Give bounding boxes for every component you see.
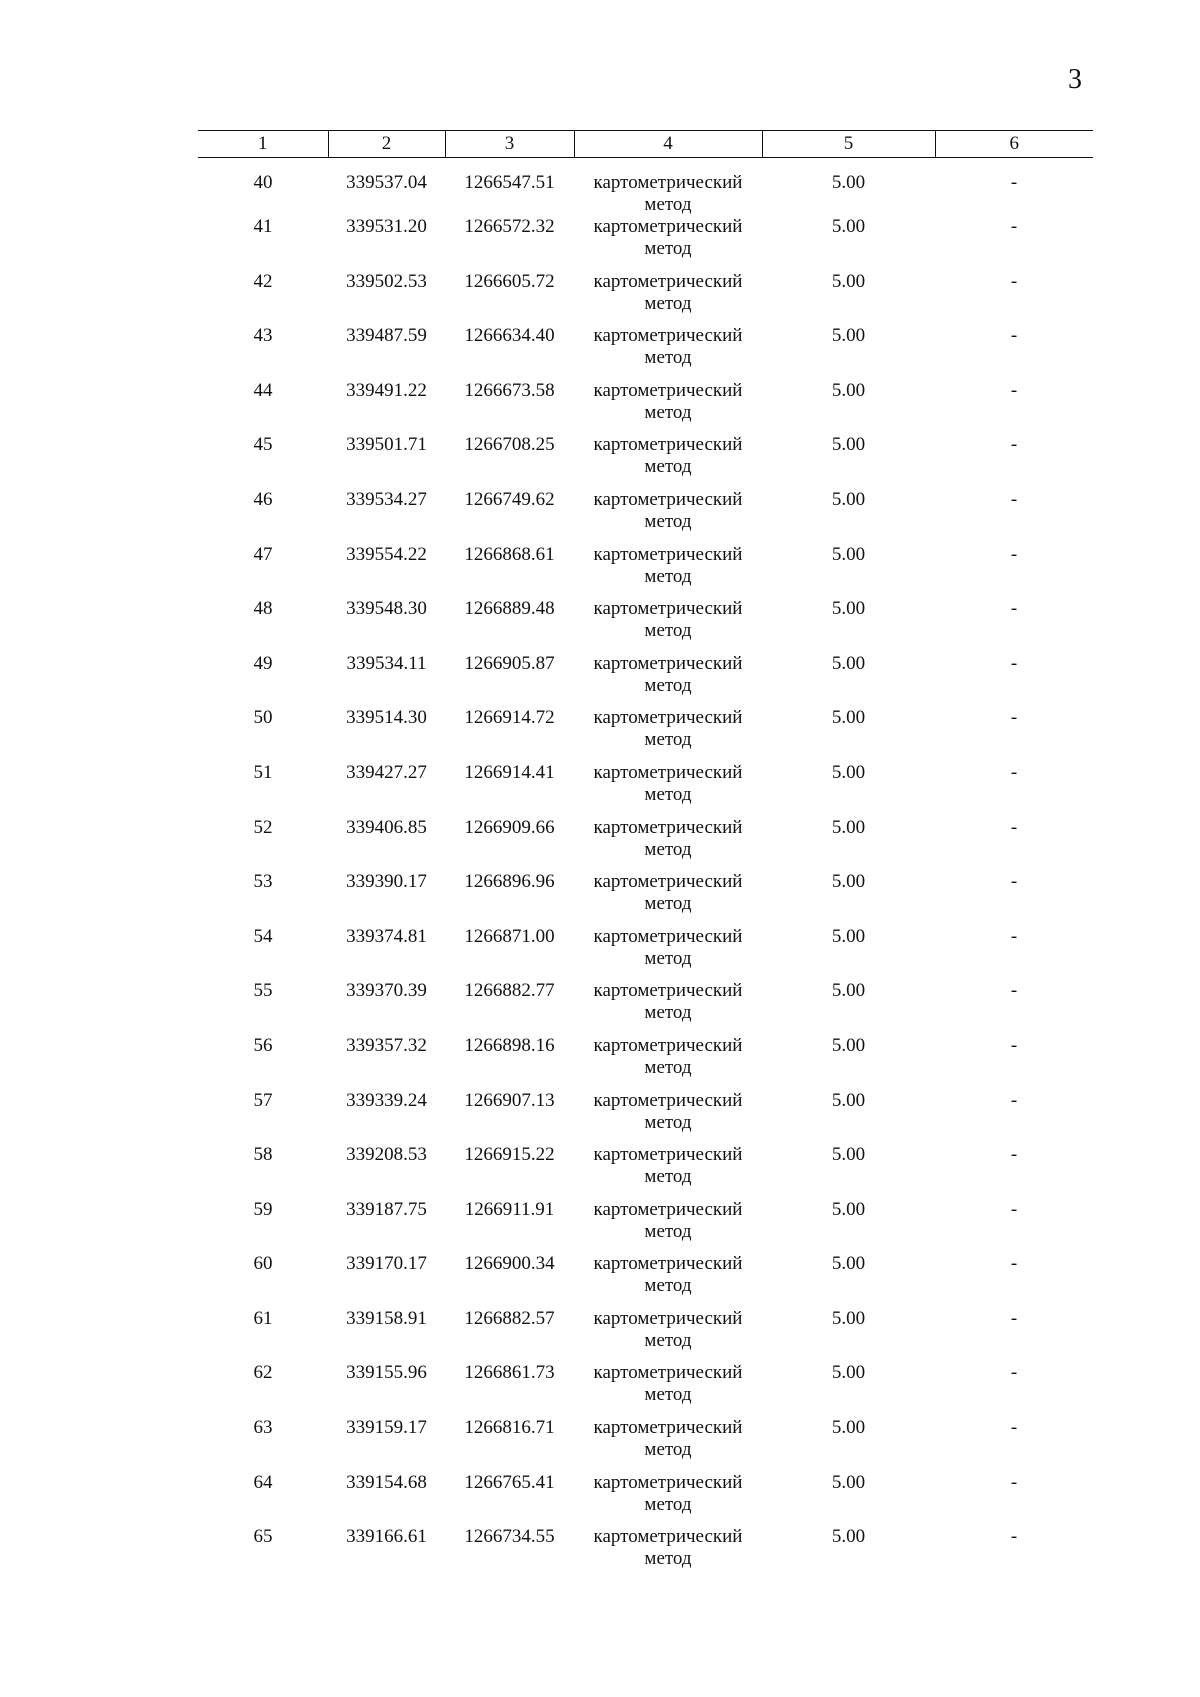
method-line-1: картометрический <box>593 1362 743 1384</box>
point-number: 45 <box>253 434 273 456</box>
coord-y: 1266765.41 <box>464 1471 555 1493</box>
description-value: - <box>1010 270 1018 292</box>
coordinates-table <box>198 130 1093 1581</box>
accuracy-value: 5.00 <box>831 379 866 401</box>
method-line-2: метод <box>644 194 692 215</box>
description-value: - <box>1010 1471 1018 1493</box>
header-col-1: 1 <box>198 131 328 158</box>
method-line-1: картометрический <box>593 325 743 347</box>
table-row <box>198 544 1093 599</box>
method-cell <box>574 271 762 326</box>
table-row <box>198 1526 1093 1581</box>
method-line-2: метод <box>644 347 692 369</box>
method-cell <box>574 489 762 544</box>
method-line-1: картометрический <box>593 1089 743 1111</box>
table-row <box>198 1362 1093 1417</box>
description-value: - <box>1010 325 1018 347</box>
point-number: 63 <box>253 1417 273 1439</box>
method-cell <box>574 762 762 817</box>
table-row <box>198 216 1093 271</box>
table-row <box>198 598 1093 653</box>
method-line-1: картометрический <box>593 707 743 729</box>
coord-x: 339390.17 <box>346 871 427 893</box>
description-value: - <box>1010 598 1018 620</box>
coord-x: 339374.81 <box>346 925 427 947</box>
coord-y: 1266900.34 <box>464 1253 555 1275</box>
point-number: 51 <box>253 761 273 783</box>
header-col-4: 4 <box>574 131 762 158</box>
method-line-1: картометрический <box>593 216 743 237</box>
coord-x: 339170.17 <box>346 1253 427 1275</box>
table-row <box>198 1144 1093 1199</box>
description-value: - <box>1010 652 1018 674</box>
coord-x: 339155.96 <box>346 1362 427 1384</box>
method-line-2: метод <box>644 1002 692 1024</box>
method-line-2: метод <box>644 1384 692 1406</box>
coord-x: 339187.75 <box>346 1198 427 1220</box>
method-line-1: картометрический <box>593 434 743 456</box>
accuracy-value: 5.00 <box>831 1144 866 1166</box>
accuracy-value: 5.00 <box>831 598 866 620</box>
method-line-1: картометрический <box>593 1198 743 1220</box>
table-row <box>198 653 1093 708</box>
coord-y: 1266572.32 <box>464 216 555 237</box>
method-line-2: метод <box>644 1493 692 1515</box>
table-row <box>198 434 1093 489</box>
description-value: - <box>1010 1198 1018 1220</box>
coord-y: 1266868.61 <box>464 543 555 565</box>
method-cell <box>574 1090 762 1145</box>
description-value: - <box>1010 379 1018 401</box>
page-number: 3 <box>1068 64 1082 95</box>
accuracy-value: 5.00 <box>831 543 866 565</box>
point-number: 57 <box>253 1089 273 1111</box>
accuracy-value: 5.00 <box>831 1471 866 1493</box>
table-row <box>198 1308 1093 1363</box>
coord-y: 1266871.00 <box>464 925 555 947</box>
method-cell <box>574 1308 762 1363</box>
method-line-1: картометрический <box>593 488 743 510</box>
coord-y: 1266907.13 <box>464 1089 555 1111</box>
coord-y: 1266816.71 <box>464 1417 555 1439</box>
method-line-2: метод <box>644 1439 692 1461</box>
point-number: 44 <box>253 379 273 401</box>
accuracy-value: 5.00 <box>831 434 866 456</box>
method-cell <box>574 216 762 271</box>
coord-x: 339427.27 <box>346 761 427 783</box>
method-line-1: картометрический <box>593 925 743 947</box>
coord-x: 339491.22 <box>346 379 427 401</box>
table-row <box>198 707 1093 762</box>
description-value: - <box>1010 980 1018 1002</box>
method-cell <box>574 158 762 217</box>
table-row <box>198 1417 1093 1472</box>
method-line-2: метод <box>644 838 692 860</box>
table-row <box>198 762 1093 817</box>
method-cell <box>574 926 762 981</box>
coord-y: 1266882.57 <box>464 1307 555 1329</box>
table-row <box>198 1253 1093 1308</box>
coord-x: 339487.59 <box>346 325 427 347</box>
description-value: - <box>1010 216 1018 237</box>
table-row <box>198 817 1093 872</box>
coord-x: 339514.30 <box>346 707 427 729</box>
accuracy-value: 5.00 <box>831 871 866 893</box>
method-line-1: картометрический <box>593 816 743 838</box>
table-row <box>198 380 1093 435</box>
point-number: 49 <box>253 652 273 674</box>
accuracy-value: 5.00 <box>831 925 866 947</box>
method-line-2: метод <box>644 729 692 751</box>
point-number: 61 <box>253 1307 273 1329</box>
method-line-2: метод <box>644 1275 692 1297</box>
coord-y: 1266898.16 <box>464 1034 555 1056</box>
method-line-1: картометрический <box>593 598 743 620</box>
accuracy-value: 5.00 <box>831 1307 866 1329</box>
method-cell <box>574 653 762 708</box>
point-number: 56 <box>253 1034 273 1056</box>
accuracy-value: 5.00 <box>831 707 866 729</box>
point-number: 41 <box>253 216 273 237</box>
point-number: 47 <box>253 543 273 565</box>
method-cell <box>574 1362 762 1417</box>
coord-y: 1266914.72 <box>464 707 555 729</box>
accuracy-value: 5.00 <box>831 325 866 347</box>
coord-y: 1266909.66 <box>464 816 555 838</box>
method-cell <box>574 871 762 926</box>
accuracy-value: 5.00 <box>831 1198 866 1220</box>
coord-y: 1266889.48 <box>464 598 555 620</box>
accuracy-value: 5.00 <box>831 488 866 510</box>
coord-x: 339357.32 <box>346 1034 427 1056</box>
method-line-1: картометрический <box>593 761 743 783</box>
description-value: - <box>1010 434 1018 456</box>
method-cell <box>574 434 762 489</box>
coord-x: 339159.17 <box>346 1417 427 1439</box>
point-number: 42 <box>253 270 273 292</box>
method-cell <box>574 325 762 380</box>
point-number: 59 <box>253 1198 273 1220</box>
method-cell <box>574 1199 762 1254</box>
method-line-2: метод <box>644 1166 692 1188</box>
description-value: - <box>1010 925 1018 947</box>
table-row <box>198 980 1093 1035</box>
header-col-6: 6 <box>935 131 1093 158</box>
method-cell <box>574 1144 762 1199</box>
method-line-1: картометрический <box>593 1034 743 1056</box>
accuracy-value: 5.00 <box>831 1034 866 1056</box>
coord-x: 339501.71 <box>346 434 427 456</box>
table-row <box>198 926 1093 981</box>
method-line-1: картометрический <box>593 172 743 193</box>
accuracy-value: 5.00 <box>831 1526 866 1548</box>
method-line-1: картометрический <box>593 1307 743 1329</box>
accuracy-value: 5.00 <box>831 980 866 1002</box>
method-cell <box>574 980 762 1035</box>
accuracy-value: 5.00 <box>831 761 866 783</box>
method-line-2: метод <box>644 1111 692 1133</box>
method-line-2: метод <box>644 292 692 314</box>
accuracy-value: 5.00 <box>831 1362 866 1384</box>
point-number: 55 <box>253 980 273 1002</box>
description-value: - <box>1010 1417 1018 1439</box>
point-number: 62 <box>253 1362 273 1384</box>
method-cell <box>574 1526 762 1581</box>
point-number: 43 <box>253 325 273 347</box>
method-line-1: картометрический <box>593 871 743 893</box>
point-number: 65 <box>253 1526 273 1548</box>
method-cell <box>574 1035 762 1090</box>
method-line-1: картометрический <box>593 1417 743 1439</box>
method-line-2: метод <box>644 1329 692 1351</box>
description-value: - <box>1010 1144 1018 1166</box>
accuracy-value: 5.00 <box>831 816 866 838</box>
method-line-2: метод <box>644 1056 692 1078</box>
coord-x: 339531.20 <box>346 216 427 237</box>
point-number: 50 <box>253 707 273 729</box>
header-col-5: 5 <box>762 131 935 158</box>
table-row <box>198 158 1093 217</box>
accuracy-value: 5.00 <box>831 1089 866 1111</box>
method-line-2: метод <box>644 783 692 805</box>
accuracy-value: 5.00 <box>831 1253 866 1275</box>
coord-x: 339554.22 <box>346 543 427 565</box>
method-cell <box>574 707 762 762</box>
coord-x: 339339.24 <box>346 1089 427 1111</box>
table-header <box>198 131 1093 158</box>
method-line-2: метод <box>644 947 692 969</box>
method-line-1: картометрический <box>593 980 743 1002</box>
coord-y: 1266911.91 <box>464 1198 555 1220</box>
description-value: - <box>1010 761 1018 783</box>
point-number: 48 <box>253 598 273 620</box>
method-cell <box>574 817 762 872</box>
accuracy-value: 5.00 <box>831 216 866 237</box>
method-line-2: метод <box>644 1548 692 1570</box>
coord-y: 1266896.96 <box>464 871 555 893</box>
description-value: - <box>1010 871 1018 893</box>
coordinates-table-container <box>198 130 1093 1581</box>
method-line-1: картометрический <box>593 1526 743 1548</box>
coord-y: 1266634.40 <box>464 325 555 347</box>
coord-y: 1266915.22 <box>464 1144 555 1166</box>
method-line-1: картометрический <box>593 270 743 292</box>
description-value: - <box>1010 488 1018 510</box>
description-value: - <box>1010 1089 1018 1111</box>
coord-y: 1266749.62 <box>464 488 555 510</box>
method-line-1: картометрический <box>593 543 743 565</box>
table-row <box>198 325 1093 380</box>
point-number: 54 <box>253 925 273 947</box>
table-row <box>198 489 1093 544</box>
coord-y: 1266734.55 <box>464 1526 555 1548</box>
method-line-2: метод <box>644 401 692 423</box>
method-line-2: метод <box>644 456 692 478</box>
method-line-1: картометрический <box>593 652 743 674</box>
description-value: - <box>1010 1526 1018 1548</box>
method-line-2: метод <box>644 565 692 587</box>
point-number: 53 <box>253 871 273 893</box>
method-line-2: метод <box>644 893 692 915</box>
point-number: 52 <box>253 816 273 838</box>
coord-y: 1266861.73 <box>464 1362 555 1384</box>
table-row <box>198 271 1093 326</box>
coord-x: 339537.04 <box>346 172 427 193</box>
method-cell <box>574 1417 762 1472</box>
method-line-2: метод <box>644 1220 692 1242</box>
description-value: - <box>1010 816 1018 838</box>
table-row <box>198 871 1093 926</box>
coord-x: 339534.27 <box>346 488 427 510</box>
coord-x: 339548.30 <box>346 598 427 620</box>
coord-x: 339158.91 <box>346 1307 427 1329</box>
accuracy-value: 5.00 <box>831 1417 866 1439</box>
accuracy-value: 5.00 <box>831 172 866 193</box>
table-body <box>198 158 1093 1581</box>
coord-y: 1266673.58 <box>464 379 555 401</box>
method-line-1: картометрический <box>593 1471 743 1493</box>
description-value: - <box>1010 707 1018 729</box>
header-col-3: 3 <box>445 131 574 158</box>
coord-x: 339534.11 <box>346 652 427 674</box>
table-row <box>198 1472 1093 1527</box>
method-cell <box>574 544 762 599</box>
coord-y: 1266605.72 <box>464 270 555 292</box>
description-value: - <box>1010 1307 1018 1329</box>
header-row <box>198 131 1093 158</box>
point-number: 40 <box>253 172 273 193</box>
method-line-1: картометрический <box>593 1144 743 1166</box>
point-number: 58 <box>253 1144 273 1166</box>
method-line-2: метод <box>644 620 692 642</box>
method-line-2: метод <box>644 238 692 259</box>
description-value: - <box>1010 543 1018 565</box>
coord-x: 339166.61 <box>346 1526 427 1548</box>
method-cell <box>574 1253 762 1308</box>
table-row <box>198 1035 1093 1090</box>
coord-y: 1266905.87 <box>464 652 555 674</box>
coord-x: 339208.53 <box>346 1144 427 1166</box>
description-value: - <box>1010 1362 1018 1384</box>
accuracy-value: 5.00 <box>831 270 866 292</box>
point-number: 60 <box>253 1253 273 1275</box>
coord-x: 339370.39 <box>346 980 427 1002</box>
method-line-1: картометрический <box>593 1253 743 1275</box>
coord-x: 339502.53 <box>346 270 427 292</box>
method-line-1: картометрический <box>593 379 743 401</box>
coord-y: 1266547.51 <box>464 172 555 193</box>
coord-x: 339406.85 <box>346 816 427 838</box>
method-cell <box>574 1472 762 1527</box>
method-cell <box>574 380 762 435</box>
method-line-2: метод <box>644 674 692 696</box>
point-number: 64 <box>253 1471 273 1493</box>
coord-y: 1266882.77 <box>464 980 555 1002</box>
table-row <box>198 1199 1093 1254</box>
point-number: 46 <box>253 488 273 510</box>
coord-y: 1266914.41 <box>464 761 555 783</box>
method-line-2: метод <box>644 510 692 532</box>
coord-x: 339154.68 <box>346 1471 427 1493</box>
header-col-2: 2 <box>328 131 445 158</box>
accuracy-value: 5.00 <box>831 652 866 674</box>
description-value: - <box>1010 1034 1018 1056</box>
coord-y: 1266708.25 <box>464 434 555 456</box>
table-row <box>198 1090 1093 1145</box>
description-value: - <box>1010 172 1018 193</box>
description-value: - <box>1010 1253 1018 1275</box>
method-cell <box>574 598 762 653</box>
